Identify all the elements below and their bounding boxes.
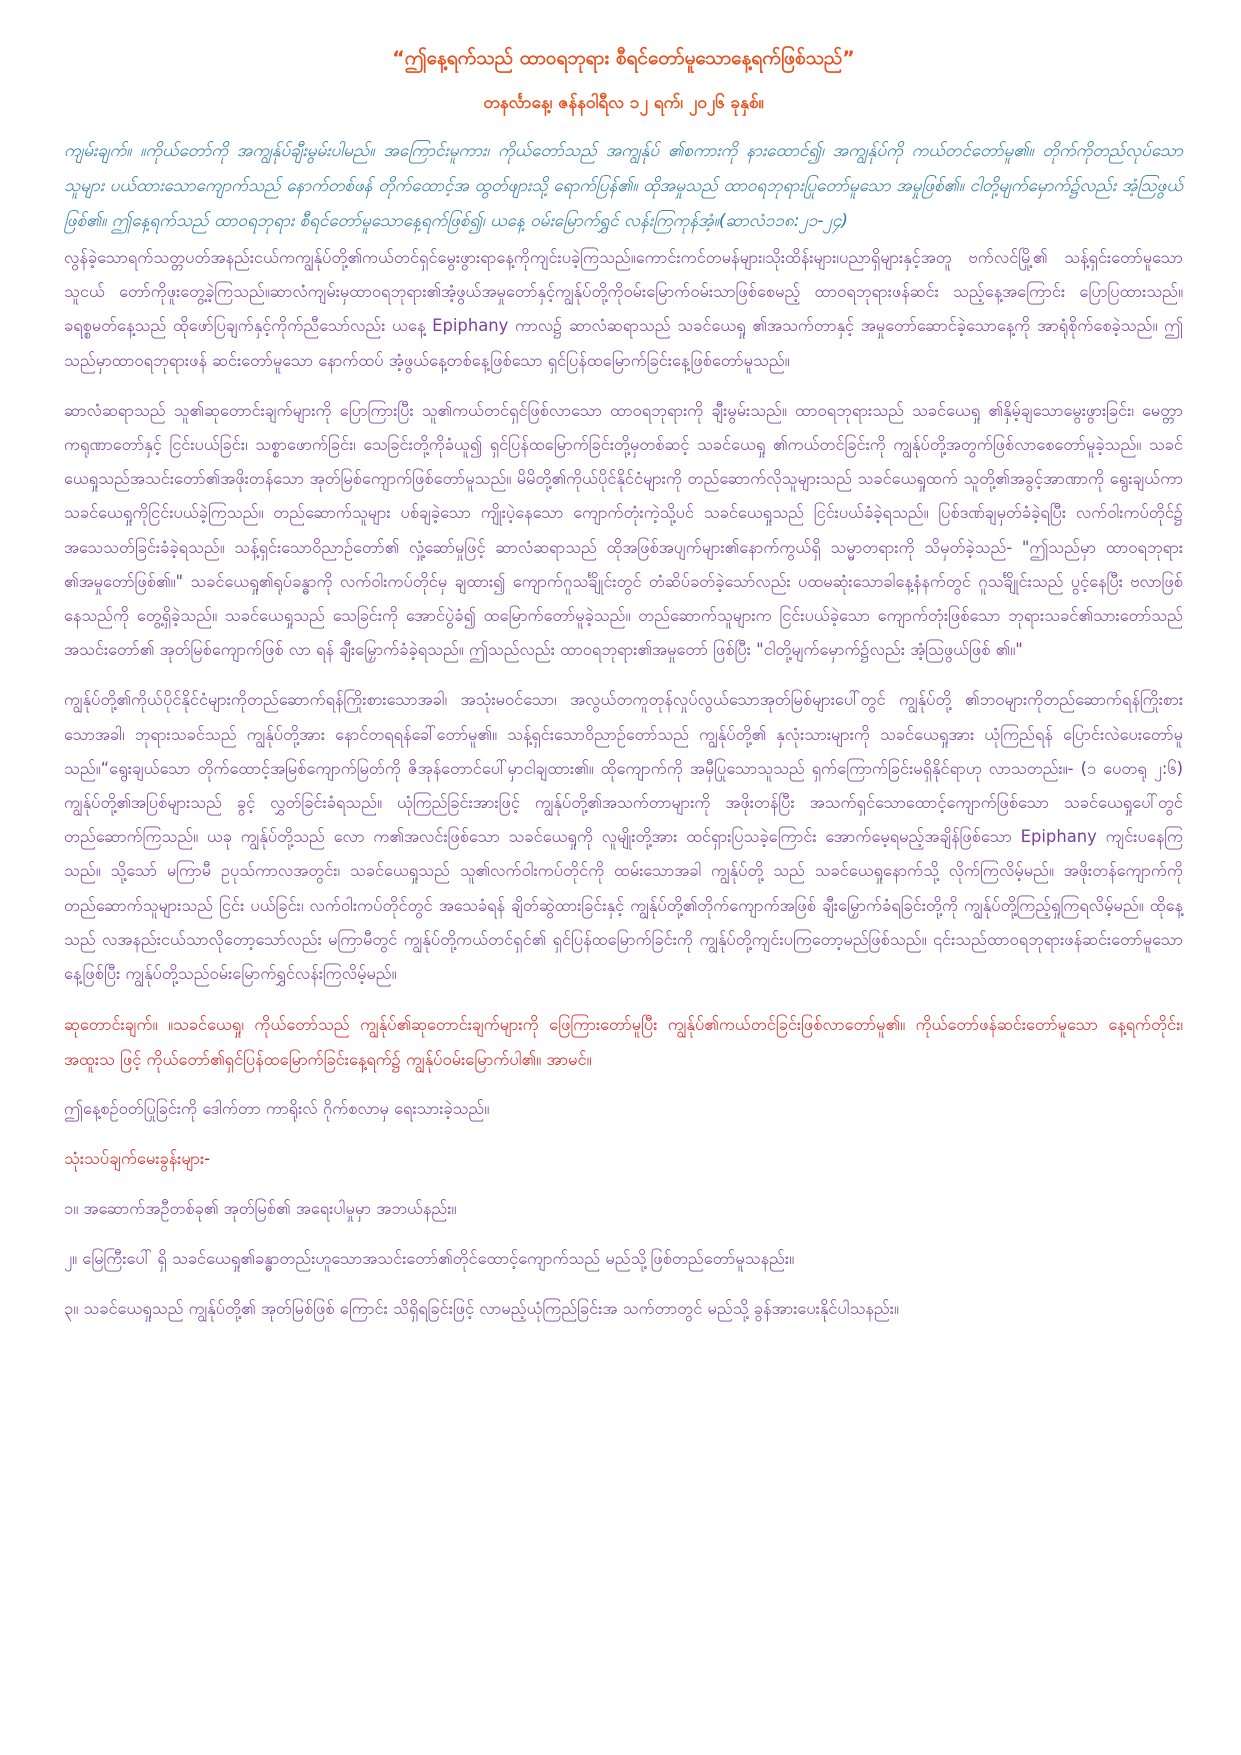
question-item-3: ၃။ သခင်ယေရှုသည် ကျွန်ုပ်တို့၏ အုတ်မြစ်ဖြစ် ကြောင်း သိရှိရခြင်းဖြင့် လာမည့်ယုံကြည်ခြင်းအ သက်တာတွင် မည်သို့ ခွန်အားပေးနိုင်ပါသနည်း။	[64, 1299, 899, 1319]
date-line: တနင်္လာနေ့၊ ဇန်နဝါရီလ ၁၂ ရက်၊ ၂၀၂၆ ခုနှစ်။	[483, 93, 764, 113]
question-item-1: ၁။ အဆောက်အဦတစ်ခု၏ အုတ်မြစ်၏ အရေးပါမှုမှာ အဘယ်နည်း။	[64, 1199, 457, 1219]
scripture-passage: ကျမ်းချက်။ ။ကိုယ်တော်ကို အကျွန်ုပ်ချီးမွမ်းပါမည်။ အကြောင်းမူကား၊ ကိုယ်တော်သည် အကျွန်ုပ် ၏စကားကို နားထောင်၍၊ အကျွန်ုပ်ကို ကယ်တင်တော်မူ၏။ တိုက်ကိုတည်လုပ်သောသူများ ပယ်ထားသောကျောက်သည် နောက်တစ်ဖန် တိုက်ထောင့်အ ထွတ်ဖျားသို့ ရောက်ပြန်၏။ ထိုအမှုသည် ထာဝရဘုရားပြုတော်မူသော အမှုဖြစ်၏။ ငါတို့မျက်မှောက်၌လည်း အံ့ဩဖွယ်ဖြစ်၏။ ဤနေ့ရက်သည် ထာဝရဘုရား စီရင်တော်မူသောနေ့ရက်ဖြစ်၍၊ ယနေ့ ဝမ်းမြောက်ရွှင် လန်းကြကုန်အံ့။(ဆာလံ၁၁၈:၂၁-၂၄)	[64, 141, 1183, 231]
body-paragraph-1: လွန်ခဲ့သောရက်သတ္တပတ်အနည်းငယ်ကကျွန်ုပ်တို့၏ကယ်တင်ရှင်မွေးဖွားရာနေ့ကိုကျင်းပခဲ့ကြသည်။ကောင်းကင်တမန်များ၊သိုးထိန်းများ၊ပညာရှိများနှင့်အတူ ဗက်လင်မြို့၏ သန့်ရှင်းတော်မူသောသူငယ် တော်ကိုဖူးတွေ့ခဲ့ကြသည်။ဆာလံကျမ်းမှထာဝရဘုရား၏အံ့ဖွယ်အမှုတော်နှင့်ကျွန်ုပ်တို့ကိုဝမ်းမြောက်ဝမ်းသာဖြစ်စေမည့် ထာဝရဘုရားဖန်ဆင်း သည့်နေ့အကြောင်း ပြောပြထားသည်။ ခရစ္စမတ်နေ့သည် ထိုဖော်ပြချက်နှင့်ကိုက်ညီသော်လည်း ယနေ့ Epiphany ကာလ၌ ဆာလံဆရာသည် သခင်ယေရှု ၏အသက်တာနှင့် အမှုတော်ဆောင်ခဲ့သောနေ့ကို အာရုံစိုက်စေခဲ့သည်။ ဤသည်မှာထာဝရဘုရားဖန် ဆင်းတော်မူသော နောက်ထပ် အံ့ဖွယ်နေ့တစ်နေ့ဖြစ်သော ရှင်ပြန်ထမြောက်ခြင်းနေ့ဖြစ်တော်မူသည်။	[64, 248, 1183, 370]
author-attribution: ဤနေ့စဉ်ဝတ်ပြုခြင်းကို ဒေါက်တာ ကာရိုးလ် ဂိုက်စလာမှ ရေးသားခဲ့သည်။	[64, 1099, 490, 1119]
page-title: “ဤနေ့ရက်သည် ထာဝရဘုရား စီရင်တော်မူသောနေ့ရက်ဖြစ်သည်”	[392, 47, 855, 69]
body-paragraph-3: ကျွန်ုပ်တို့၏ကိုယ်ပိုင်နိုင်ငံများကိုတည်ဆောက်ရန်ကြိုးစားသောအခါ၊ အသုံးမဝင်သော၊ အလွယ်တကူတုန်လှုပ်လွယ်သောအုတ်မြစ်များပေါ်တွင် ကျွန်ုပ်တို့ ၏ဘဝများကိုတည်ဆောက်ရန်ကြိုးစားသောအခါ၊ ဘုရားသခင်သည် ကျွန်ုပ်တို့အား နောင်တရရန်ခေါ်တော်မူ၏။ သန့်ရှင်းသောဝိညာဉ်တော်သည် ကျွန်ုပ်တို့၏ နှလုံးသားများကို သခင်ယေရှုအား ယုံကြည်ရန် ပြောင်းလဲပေးတော်မူသည်။“ရွေးချယ်သော တိုက်ထောင့်အမြစ်ကျောက်မြတ်ကို ဇိအုန်တောင်ပေါ်မှာငါချထား၏။ ထိုကျောက်ကို အမှီပြုသောသူသည် ရှက်ကြောက်ခြင်းမရှိနိုင်ရာဟု လာသတည်း။- (၁ ပေတရု ၂:၆) ကျွန်ုပ်တို့၏အပြစ်များသည် ခွင့် လွှတ်ခြင်းခံရသည်။ ယုံကြည်ခြင်းအားဖြင့် ကျွန်ုပ်တို့၏အသက်တာများကို အဖိုးတန်ပြီး အသက်ရှင်သောထောင့်ကျောက်ဖြစ်သော သခင်ယေရှုပေါ်တွင် တည်ဆောက်ကြသည်။ ယခု ကျွန်ုပ်တို့သည် လော က၏အလင်းဖြစ်သော သခင်ယေရှုကို လူမျိုးတို့အား ထင်ရှားပြသခဲ့ကြောင်း အောက်မေ့ရမည့်အချိန်ဖြစ်သော Epiphany ကျင်းပနေကြသည်။ သို့သော် မကြာမီ ဥပုသ်ကာလအတွင်း၊ သခင်ယေရှုသည် သူ၏လက်ဝါးကပ်တိုင်ကို ထမ်းသောအခါ ကျွန်ုပ်တို့ သည် သခင်ယေရှုနောက်သို့ လိုက်ကြလိမ့်မည်။ အဖိုးတန်ကျောက်ကို တည်ဆောက်သူများသည် ငြင်း ပယ်ခြင်း၊ လက်ဝါးကပ်တိုင်တွင် အသေခံရန် ချိတ်ဆွဲထားခြင်းနှင့် ကျွန်ုပ်တို့၏တိုက်ကျောက်အဖြစ် ချီးမြှောက်ခံရခြင်းတို့ကို ကျွန်ုပ်တို့ကြည့်ရှုကြရလိမ့်မည်။ ထိုနေ့သည် လအနည်းငယ်သာလိုတော့သော်လည်း မကြာမီတွင် ကျွန်ုပ်တို့ကယ်တင်ရှင်၏ ရှင်ပြန်ထမြောက်ခြင်းကို ကျွန်ုပ်တို့ကျင်းပကြတော့မည်ဖြစ်သည်။ ၎င်းသည်ထာဝရဘုရားဖန်ဆင်းတော်မူသောနေ့ဖြစ်ပြီး ကျွန်ုပ်တို့သည်ဝမ်းမြောက်ရွှင်လန်းကြလိမ့်မည်။	[64, 690, 1183, 984]
questions-heading: သုံးသပ်ချက်မေးခွန်းများ-	[64, 1149, 211, 1169]
prayer-paragraph: ဆုတောင်းချက်။ ။သခင်ယေရှု၊ ကိုယ်တော်သည် ကျွန်ုပ်၏ဆုတောင်းချက်များကို ဖြေကြားတော်မူပြီး ကျွန်ုပ်၏ကယ်တင်ခြင်းဖြစ်လာတော်မူ၏။ ကိုယ်တော်ဖန်ဆင်းတော်မူသော နေ့ရက်တိုင်း၊ အထူးသ ဖြင့် ကိုယ်တော်၏ရှင်ပြန်ထမြောက်ခြင်းနေ့ရက်၌ ကျွန်ုပ်ဝမ်းမြောက်ပါ၏။ အာမင်။	[64, 1015, 1183, 1070]
question-item-2: ၂။ မြေကြီးပေါ် ရှိ သခင်ယေရှု၏ခန္ဓာတည်းဟူသောအသင်းတော်၏တိုင်ထောင့်ကျောက်သည် မည်သို့ဖြစ်တည်တော်မူသနည်း။	[64, 1249, 795, 1269]
body-paragraph-2: ဆာလံဆရာသည် သူ၏ဆုတောင်းချက်များကို ပြောကြားပြီး သူ၏ကယ်တင်ရှင်ဖြစ်လာသော ထာဝရဘုရားကို ချီးမွမ်းသည်။ ထာဝရဘုရားသည် သခင်ယေရှု ၏နှိမ့်ချသောမွေးဖွားခြင်း၊ မေတ္တာကရုဏာတော်နှင့် ငြင်းပယ်ခြင်း၊ သစ္စာဖောက်ခြင်း၊ သေခြင်းတို့ကိုခံယူ၍ ရှင်ပြန်ထမြောက်ခြင်းတို့မှတစ်ဆင့် သခင်ယေရှု ၏ကယ်တင်ခြင်းကို ကျွန်ုပ်တို့အတွက်ဖြစ်လာစေတော်မူခဲ့သည်။ သခင်ယေရှုသည်အသင်းတော်၏အဖိုးတန်သော အုတ်မြစ်ကျောက်ဖြစ်တော်မူသည်။ မိမိတို့၏ကိုယ်ပိုင်နိုင်ငံများကို တည်ဆောက်လိုသူများသည် သခင်ယေရှုထက် သူတို့၏အခွင့်အာဏာကို ရွေးချယ်ကာ သခင်ယေရှုကိုငြင်းပယ်ခဲ့ကြသည်။ တည်ဆောက်သူများ ပစ်ချခဲ့သော ကျိုးပဲ့နေသော ကျောက်တုံးကဲ့သို့ပင် သခင်ယေရှုသည် ငြင်းပယ်ခံခဲ့ရသည်။ ပြစ်ဒဏ်ချမှတ်ခံခဲ့ရပြီး လက်ဝါးကပ်တိုင်၌ အသေသတ်ခြင်းခံခဲ့ရသည်။ သန့်ရှင်းသောဝိညာဉ်တော်၏ လှုံ့ဆော်မှုဖြင့် ဆာလံဆရာသည် ထိုအဖြစ်အပျက်များ၏နောက်ကွယ်ရှိ သမ္မာတရားကို သိမှတ်ခဲ့သည်- "ဤသည်မှာ ထာဝရဘုရား ၏အမှုတော်ဖြစ်၏။" သခင်ယေရှု၏ရုပ်ခန္ဓာကို လက်ဝါးကပ်တိုင်မှ ချထား၍ ကျောက်ဂူသင်္ချိုင်းတွင် တံဆိပ်ခတ်ခဲ့သော်လည်း ပထမဆုံးသောခါနေ့နံနက်တွင် ဂူသင်္ချိုင်းသည် ပွင့်နေပြီး ဗလာဖြစ်နေသည်ကို တွေ့ရှိခဲ့သည်။ သခင်ယေရှုသည် သေခြင်းကို အောင်ပွဲခံ၍ ထမြောက်တော်မူခဲ့သည်။ တည်ဆောက်သူများက ငြင်းပယ်ခဲ့သော ကျောက်တုံးဖြစ်သော ဘုရားသခင်၏သားတော်သည် အသင်းတော်၏ အုတ်မြစ်ကျောက်ဖြစ် လာ ရန် ချီးမြှောက်ခံခဲ့ရသည်။ ဤသည်လည်း ထာဝရဘုရား၏အမှုတော် ဖြစ်ပြီး "ငါတို့မျက်မှောက်၌လည်း အံ့ဩဖွယ်ဖြစ် ၏။"	[64, 400, 1183, 660]
